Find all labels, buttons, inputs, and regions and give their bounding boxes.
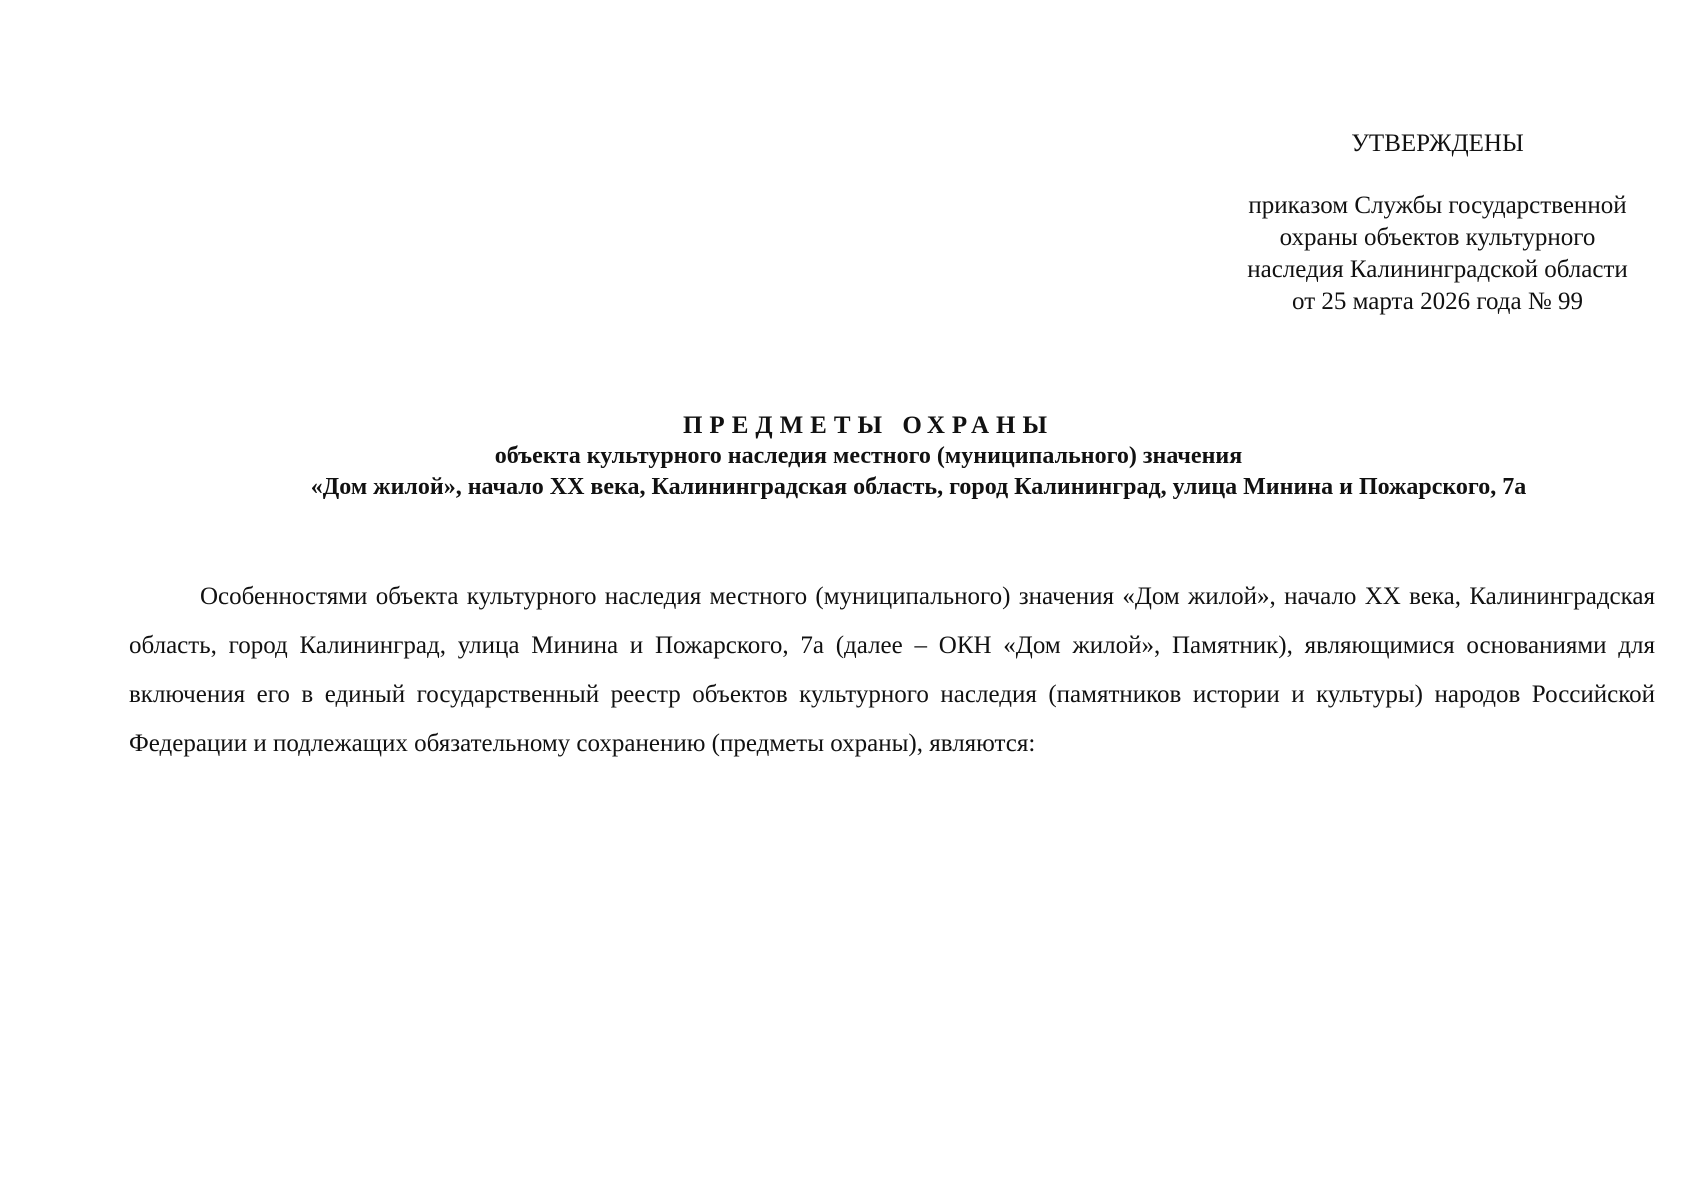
- approval-line-order: приказом Службы государственной: [1248, 192, 1627, 219]
- body-paragraph: Особенностями объекта культурного наследия местного (муниципального) значения «Дом жилой», начало XX века, Калининградская область, город Калининград, улица Минина и Пожарского, 7а (далее – ОКН «Дом жилой», Памятник), являющимися основаниями для включения его в единый государственный реестр объектов культурного наследия (памятников истории и культуры) народов Российской Федерации и подлежащих обязательному сохранению (предметы охраны), являются:: [129, 583, 1655, 757]
- approved-heading: УТВЕРЖДЕНЫ: [1351, 130, 1524, 157]
- approval-line-region: наследия Калининградской области: [1247, 256, 1628, 283]
- approval-line-date-number: от 25 марта 2026 года № 99: [1292, 288, 1583, 315]
- document-title: ПРЕДМЕТЫ ОХРАНЫ: [682, 412, 1054, 439]
- approval-stamp-block: [1195, 128, 1680, 318]
- document-title-block: [0, 410, 1697, 503]
- document-subtitle: объекта культурного наследия местного (муниципального) значения: [494, 443, 1243, 469]
- approval-line-protection: охраны объектов культурного: [1279, 224, 1596, 251]
- object-address: «Дом жилой», начало XX века, Калининградская область, город Калининград, улица Минина и Пожарского, 7а: [310, 474, 1527, 500]
